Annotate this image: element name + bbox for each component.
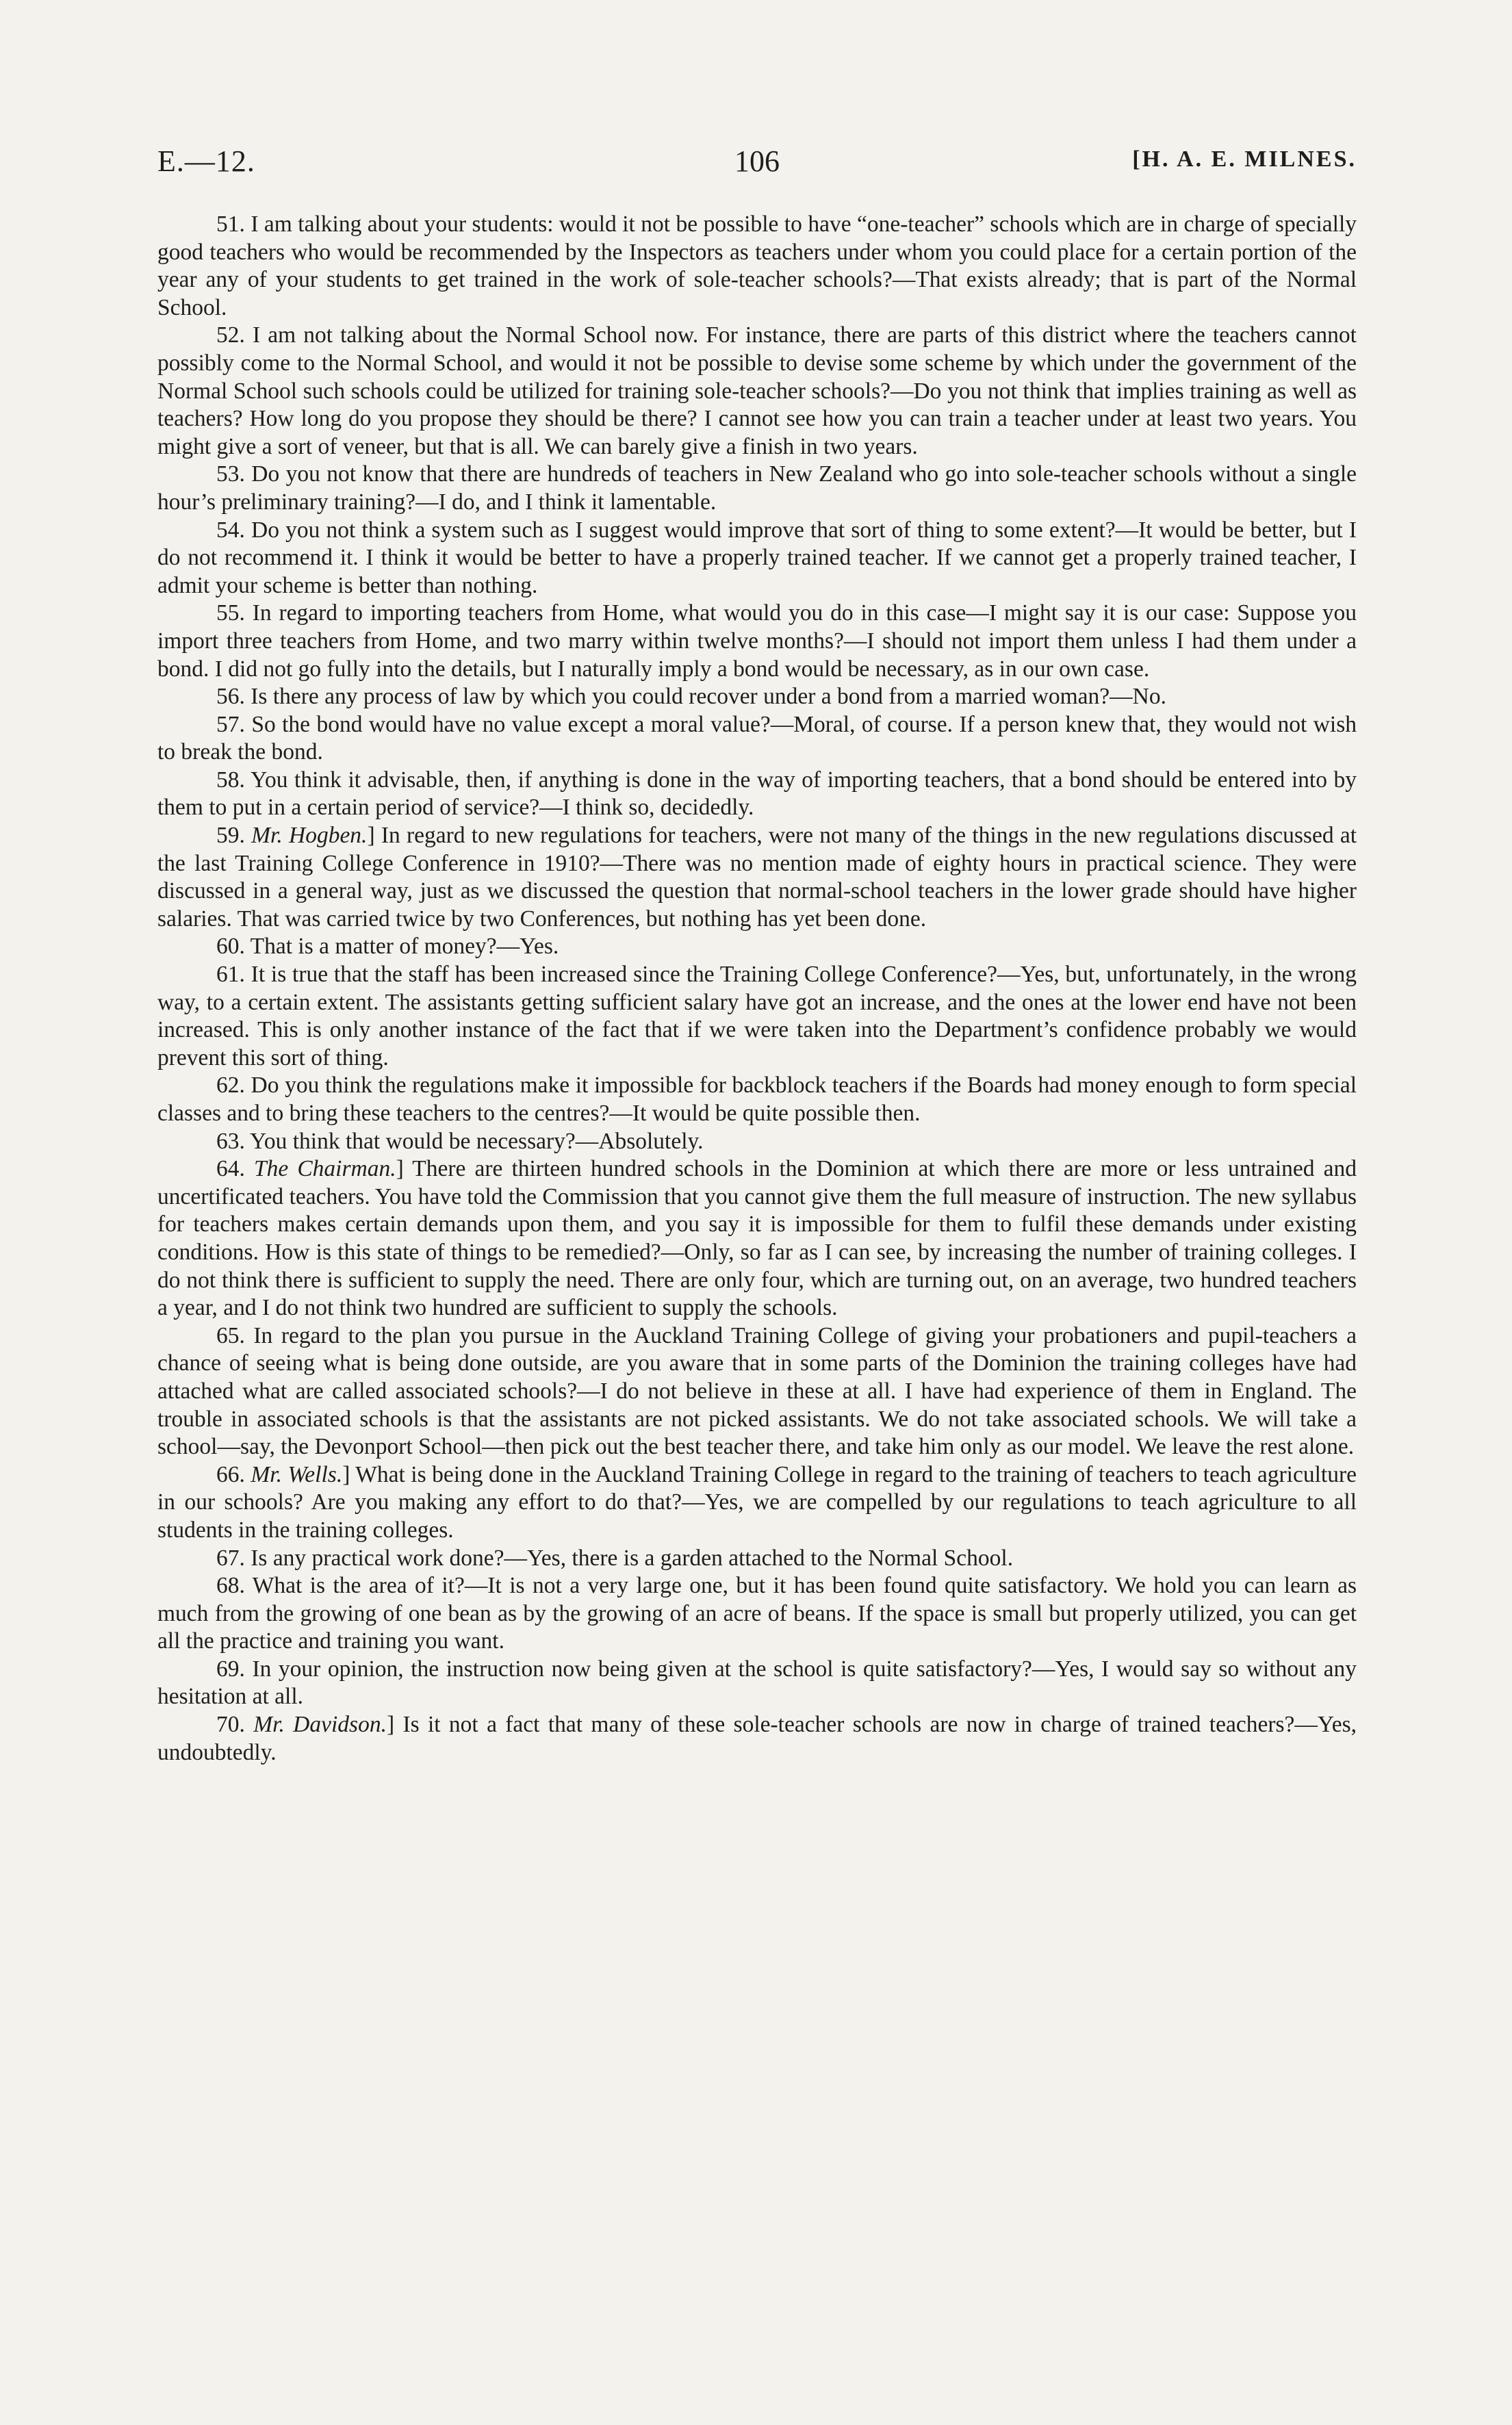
question-number: 54. xyxy=(216,517,245,543)
paragraph-text: ] In regard to new regulations for teachers, were not many of the things in the new regulations discussed at the last Training College Conference in 1910?—There was no mention made of eighty hours in practical science. They were discussed in a general way, just as we discussed the question that normal-school teachers in the lower grade should have higher salaries. That was carried twice by two Conferences, but nothing has yet been done. xyxy=(157,823,1357,932)
question-number: 70. xyxy=(216,1712,245,1738)
paragraph-text: So the bond would have no value except a moral value?—Moral, of course. If a person knew that, they would not wish to break the bond. xyxy=(157,711,1357,765)
testimony-paragraph xyxy=(157,322,1357,461)
question-number: 61. xyxy=(216,962,245,988)
testimony-paragraph xyxy=(157,517,1357,600)
testimony-paragraph xyxy=(157,822,1357,933)
paragraph-text: ] What is being done in the Auckland Training College in regard to the training of teachers to teach agriculture in our schools? Are you making any effort to do that?—Yes, we are compelled by our regulations to teach agriculture to all students in the training colleges. xyxy=(157,1461,1357,1543)
paragraph-text: I am not talking about the Normal School now. For instance, there are parts of this district where the teachers cannot possibly come to the Normal School, and would it not be possible to devise some scheme by which under the government of the Normal School such schools could be utilized for training sole-teacher schools?—Do you not think that implies training as well as teachers? How long do you propose they should be there? I cannot see how you can train a teacher under at least two years. You might give a sort of veneer, but that is all. We can barely give a finish in two years. xyxy=(157,322,1357,459)
testimony-paragraph xyxy=(157,1072,1357,1127)
testimony-paragraph xyxy=(157,1128,1357,1156)
paragraph-text: In your opinion, the instruction now being given at the school is quite satisfactory?—Yes, I would say so without any hesitation at all. xyxy=(157,1656,1357,1710)
testimony-paragraph xyxy=(157,1656,1357,1711)
paragraph-text: Do you not know that there are hundreds of teachers in New Zealand who go into sole-teacher schools without a single hour’s preliminary training?—I do, and I think it lamentable. xyxy=(157,461,1357,515)
paragraph-text: Do you not think a system such as I suggest would improve that sort of thing to some extent?—It would be better, but I do not recommend it. I think it would be better to have a properly trained teacher. If we cannot get a properly trained teacher, I admit your scheme is better than nothing. xyxy=(157,517,1357,598)
question-number: 68. xyxy=(216,1573,245,1599)
testimony-paragraph xyxy=(157,1545,1357,1573)
question-number: 53. xyxy=(216,461,245,487)
paragraph-text: Is any practical work done?—Yes, there is a garden attached to the Normal School. xyxy=(251,1545,1014,1571)
testimony-paragraph xyxy=(157,711,1357,767)
question-number: 55. xyxy=(216,600,245,626)
speaker-name: The Chairman. xyxy=(253,1156,396,1182)
testimony-paragraph xyxy=(157,1461,1357,1545)
question-number: 58. xyxy=(216,767,245,793)
paragraph-text: In regard to the plan you pursue in the Auckland Training College of giving your probationers and pupil-teachers a chance of seeing what is being done outside, are you aware that in some parts of the Dominion the training colleges have had attached what are called associated schools?—I do not believe in these at all. I have had experience of them in England. The trouble in associated schools is that the assistants are not picked assistants. We do not take associated schools. We will take a school—say, the Devonport School—then pick out the best teacher there, and take him only as our model. We leave the rest alone. xyxy=(157,1322,1357,1460)
testimony-paragraph xyxy=(157,1711,1357,1767)
witness-name: [H. A. E. MILNES. xyxy=(1132,146,1357,172)
paragraph-text: That is a matter of money?—Yes. xyxy=(250,934,559,960)
testimony-paragraph xyxy=(157,600,1357,683)
question-number: 63. xyxy=(216,1128,245,1154)
testimony-paragraph xyxy=(157,211,1357,322)
testimony-body xyxy=(157,211,1357,1767)
speaker-name: Mr. Davidson. xyxy=(253,1712,387,1738)
question-number: 62. xyxy=(216,1073,245,1099)
question-number: 64. xyxy=(216,1156,245,1182)
testimony-paragraph xyxy=(157,933,1357,961)
testimony-paragraph xyxy=(157,961,1357,1072)
question-number: 57. xyxy=(216,711,245,737)
question-number: 67. xyxy=(216,1545,245,1571)
paragraph-text: ] Is it not a fact that many of these sole-teacher schools are now in charge of trained teachers?—Yes, undoubtedly. xyxy=(157,1712,1357,1765)
paragraph-text: I am talking about your students: would it not be possible to have “one-teacher” schools which are in charge of specially good teachers who would be recommended by the Inspectors as teachers under whom you could place for a certain portion of the year any of your students to get trained in the work of sole-teacher schools?—That exists already; that is part of the Normal School. xyxy=(157,211,1357,320)
paragraph-text: You think that would be necessary?—Absolutely. xyxy=(250,1128,704,1154)
paragraph-text: You think it advisable, then, if anything is done in the way of importing teachers, that a bond should be entered into by them to put in a certain period of service?—I think so, decidedly. xyxy=(157,767,1357,821)
testimony-paragraph xyxy=(157,767,1357,822)
paragraph-text: Is there any process of law by which you could recover under a bond from a married woman?—No. xyxy=(251,684,1166,710)
paragraph-text: It is true that the staff has been increased since the Training College Conference?—Yes, but, unfortunately, in the wrong way, to a certain extent. The assistants getting sufficient salary have got an increase, and the ones at the lower end have not been increased. This is only another instance of the fact that if we were taken into the Department’s confidence probably we would prevent this sort of thing. xyxy=(157,962,1357,1070)
question-number: 60. xyxy=(216,934,245,960)
question-number: 65. xyxy=(216,1322,245,1348)
question-number: 51. xyxy=(216,211,245,237)
question-number: 56. xyxy=(216,684,245,710)
paragraph-text: ] There are thirteen hundred schools in the Dominion at which there are more or less untrained and uncertificated teachers. You have told the Commission that you cannot give them the full measure of instruction. The new syllabus for teachers makes certain demands upon them, and you say it is impossible for them to fulfil these demands under existing conditions. How is this state of things to be remedied?—Only, so far as I can see, by increasing the number of training colleges. I do not think there is sufficient to supply the need. There are only four, which are turning out, on an average, two hundred teachers a year, and I do not think two hundred are sufficient to supply the schools. xyxy=(157,1156,1357,1321)
parliamentary-paper-reference: E.—12. xyxy=(157,144,255,178)
testimony-paragraph xyxy=(157,1572,1357,1656)
paragraph-text: What is the area of it?—It is not a very large one, but it has been found quite satisfactory. We hold you can learn as much from the growing of one bean as by the growing of an acre of beans. If the space is small but properly utilized, you can get all the practice and training you want. xyxy=(157,1573,1357,1654)
question-number: 59. xyxy=(216,823,245,849)
paragraph-text: Do you think the regulations make it impossible for backblock teachers if the Boards had money enough to form special classes and to bring these teachers to the centres?—It would be quite possible then. xyxy=(157,1073,1357,1126)
speaker-name: Mr. Hogben. xyxy=(251,823,368,849)
testimony-paragraph xyxy=(157,1322,1357,1461)
question-number: 52. xyxy=(216,322,245,348)
testimony-paragraph xyxy=(157,683,1357,711)
document-page xyxy=(157,144,1357,1767)
page-number: 106 xyxy=(734,144,780,178)
page-header xyxy=(157,144,1357,198)
question-number: 69. xyxy=(216,1656,245,1682)
testimony-paragraph xyxy=(157,1155,1357,1322)
speaker-name: Mr. Wells. xyxy=(251,1461,343,1487)
question-number: 66. xyxy=(216,1461,245,1487)
paragraph-text: In regard to importing teachers from Home, what would you do in this case—I might say it is our case: Suppose you import three teachers from Home, and two marry within twelve months?—I should not import them unless I had them under a bond. I did not go fully into the details, but I naturally imply a bond would be necessary, as in our own case. xyxy=(157,600,1357,682)
testimony-paragraph xyxy=(157,461,1357,516)
